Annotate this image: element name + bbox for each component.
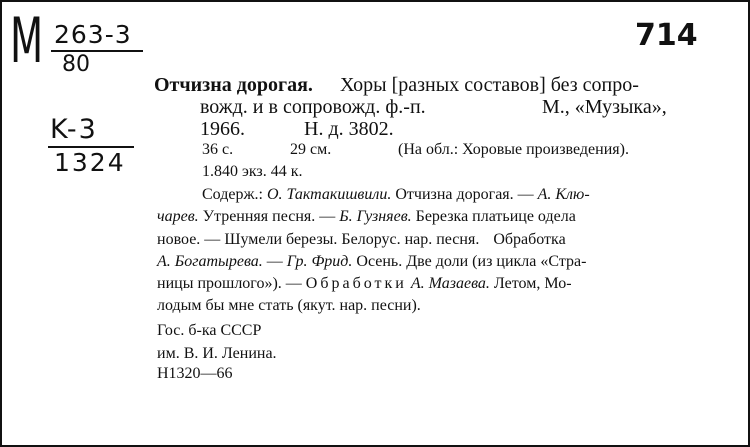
collation-size: 29 см. bbox=[290, 141, 332, 158]
entry-title: Отчизна дорогая. bbox=[154, 74, 313, 96]
contents-author: О. Тактакишвили. bbox=[266, 186, 392, 203]
contents-arrangement-label: Обработка bbox=[493, 231, 566, 248]
contents-author: А. Богатырева. bbox=[157, 253, 263, 270]
shelf-number: 263-3 bbox=[54, 20, 132, 49]
contents-line2 bbox=[157, 208, 576, 226]
contents-title: Осень. Две доли (из цикла «Стра- bbox=[356, 253, 587, 270]
library-name: Гос. б-ка СССР bbox=[157, 322, 262, 339]
contents-title: Шумели березы. Белорус. нар. песня. bbox=[224, 231, 480, 248]
contents-line3 bbox=[157, 231, 566, 249]
contents-line1 bbox=[202, 186, 590, 204]
contents-title: новое. — bbox=[157, 231, 221, 248]
collation-print-run: 1.840 экз. 44 к. bbox=[202, 163, 303, 180]
contents-author: А. Клю- bbox=[537, 186, 590, 203]
collection-number: 1324 bbox=[54, 148, 126, 177]
collation-pages: 36 с. bbox=[202, 141, 234, 158]
shelf-sub-number: 80 bbox=[62, 52, 90, 77]
contents-title: Березка платьице одела bbox=[415, 208, 576, 225]
entry-line2: вожд. и в сопровожд. ф.-п. bbox=[200, 96, 426, 118]
contents-dash: — bbox=[266, 253, 283, 270]
collation-cover-title: (На обл.: Хоровые произведения). bbox=[398, 141, 629, 158]
contents-author: Б. Гузняев. bbox=[339, 208, 412, 225]
card-number: Н1320—66 bbox=[157, 365, 233, 382]
entry-publisher: М., «Музыка», bbox=[542, 96, 667, 118]
contents-line4 bbox=[157, 253, 586, 271]
contents-arrangement-label: Обработки bbox=[305, 275, 407, 292]
entry-plate: Н. д. 3802. bbox=[304, 118, 394, 140]
contents-label: Содерж.: bbox=[202, 186, 263, 203]
contents-author: чарев. bbox=[157, 208, 199, 225]
collection-mark: K-3 bbox=[50, 114, 98, 145]
contents-title: ницы прошлого»). — bbox=[157, 275, 302, 292]
contents-title: Утренняя песня. — bbox=[202, 208, 336, 225]
entry-year: 1966. bbox=[200, 118, 245, 140]
contents-line5 bbox=[157, 275, 572, 293]
corner-number: 714 bbox=[635, 18, 698, 53]
contents-title: Летом, Мо- bbox=[493, 275, 572, 292]
contents-title: Отчизна дорогая. — bbox=[395, 186, 534, 203]
call-letter: M bbox=[10, 4, 44, 77]
library-name-cont: им. В. И. Ленина. bbox=[157, 345, 277, 362]
contents-title: лодым бы мне стать (якут. нар. песни). bbox=[157, 297, 421, 314]
contents-author: А. Мазаева. bbox=[410, 275, 490, 292]
contents-author: Гр. Фрид. bbox=[286, 253, 353, 270]
contents-line6 bbox=[157, 297, 421, 315]
entry-line1: Хоры [разных составов] без сопро- bbox=[340, 74, 639, 96]
